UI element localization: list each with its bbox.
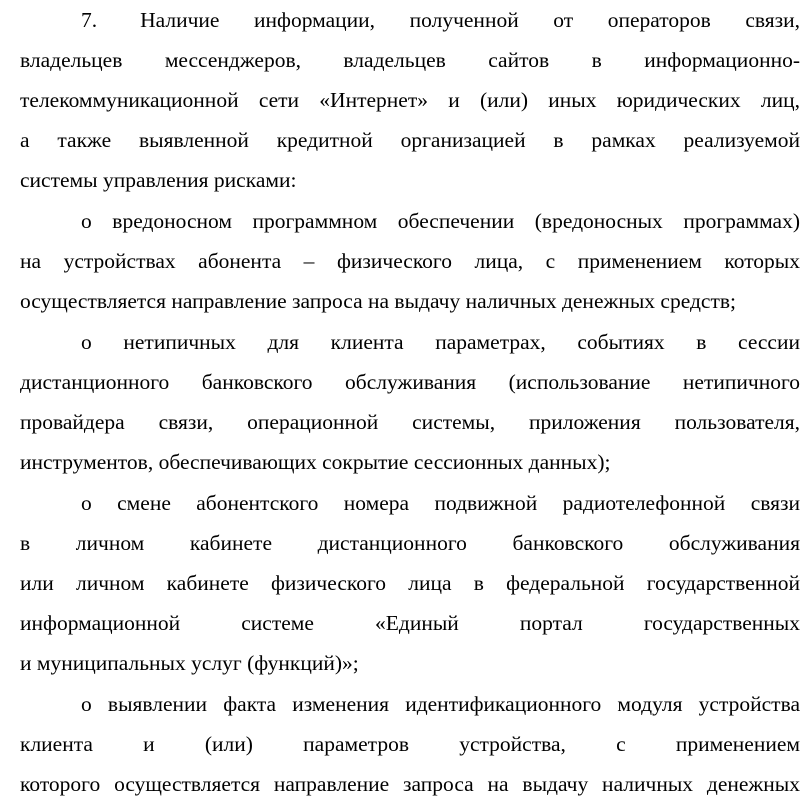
paragraph-1-line-3: телекоммуникационной сети «Интернет» и (или) иных юридических лиц, [20, 88, 800, 112]
paragraph-3-line-4: инструментов, обеспечивающих сокрытие сессионных данных); [20, 450, 611, 474]
paragraph-4-line-1: о смене абонентского номера подвижной радиотелефонной связи [81, 491, 800, 515]
paragraph-1-line-5: системы управления рисками: [20, 168, 297, 192]
paragraph-1-line-4: а также выявленной кредитной организацией в рамках реализуемой [20, 128, 800, 152]
paragraph-2-line-3: осуществляется направление запроса на выдачу наличных денежных средств; [20, 289, 736, 313]
paragraph-5-line-3: которого осуществляется направление запроса на выдачу наличных денежных [20, 772, 800, 796]
paragraph-5-line-2: клиента и (или) параметров устройства, с применением [20, 732, 800, 756]
paragraph-2-line-1: о вредоносном программном обеспечении (вредоносных программах) [81, 209, 800, 233]
paragraph-4-line-2: в личном кабинете дистанционного банковского обслуживания [20, 531, 800, 555]
paragraph-3-line-2: дистанционного банковского обслуживания (использование нетипичного [20, 370, 800, 394]
paragraph-2-line-2: на устройствах абонента – физического лица, с применением которых [20, 249, 800, 273]
paragraph-3-line-3: провайдера связи, операционной системы, приложения пользователя, [20, 410, 800, 434]
paragraph-3-line-1: о нетипичных для клиента параметрах, событиях в сессии [81, 330, 800, 354]
paragraph-1-line-1: 7. Наличие информации, полученной от операторов связи, [81, 8, 800, 32]
paragraph-1-line-2: владельцев мессенджеров, владельцев сайтов в информационно- [20, 48, 800, 72]
paragraph-4-line-4: информационной системе «Единый портал государственных [20, 611, 800, 635]
paragraph-5-line-1: о выявлении факта изменения идентификационного модуля устройства [81, 692, 800, 716]
paragraph-4-line-3: или личном кабинете физического лица в федеральной государственной [20, 571, 800, 595]
paragraph-4-line-5: и муниципальных услуг (функций)»; [20, 651, 359, 675]
